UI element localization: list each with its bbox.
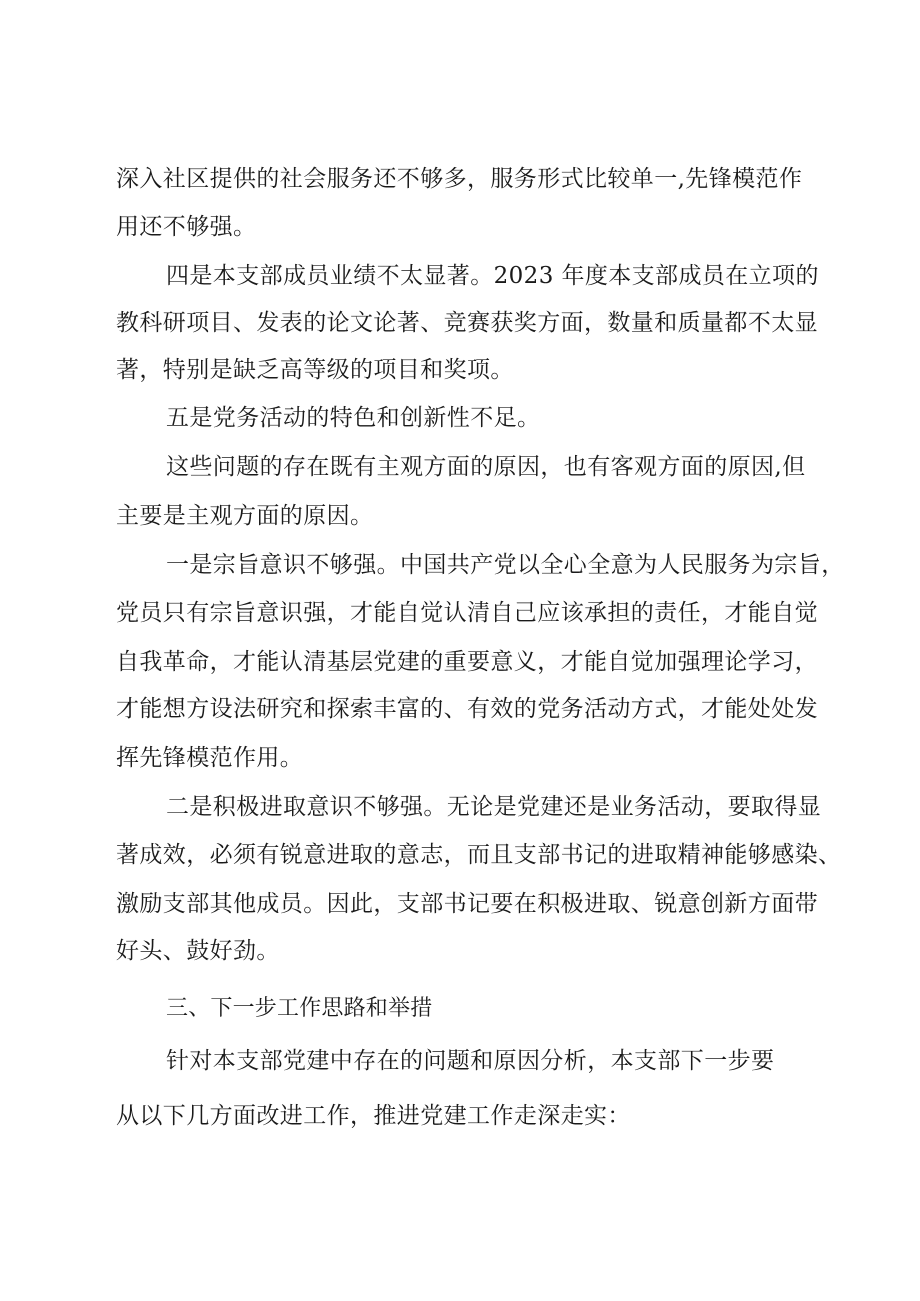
paragraph-line: 主要是主观方面的原因。 [116,503,374,529]
paragraph-line: 著，特别是缺乏高等级的项目和奖项。 [116,357,514,383]
paragraph-line: 自我革命，才能认清基层党建的重要意义，才能自觉加强理论学习， [116,649,818,675]
paragraph-line: 一是宗旨意识不够强。中国共产党以全心全意为人民服务为宗旨， [166,552,845,578]
paragraph-line: 从以下几方面改进工作，推进党建工作走深走实： [116,1103,631,1129]
paragraph-line: 挥先锋模范作用。 [116,745,304,771]
paragraph-line: 好头、鼓好劲。 [116,938,280,964]
paragraph-line: 二是积极进取意识不够强。无论是党建还是业务活动，要取得显 [166,794,822,820]
paragraph-line: 这些问题的存在既有主观方面的原因，也有客观方面的原因,但 [166,454,806,480]
paragraph-line: 著成效，必须有锐意进取的意志，而且支部书记的进取精神能够感染、 [116,842,842,868]
paragraph-line: 针对本支部党建中存在的问题和原因分析，本支部下一步要 [166,1048,775,1074]
paragraph-line: 激励支部其他成员。因此，支部书记要在积极进取、锐意创新方面带 [116,891,818,917]
paragraph-line: 用还不够强。 [116,214,257,240]
paragraph-line: 党员只有宗旨意识强，才能自觉认清自己应该承担的责任，才能自觉 [116,600,818,626]
paragraph-line: 深入社区提供的社会服务还不够多，服务形式比较单一,先锋模范作 [116,166,803,192]
paragraph-line: 五是党务活动的特色和创新性不足。 [166,405,541,431]
paragraph-line: 四是本支部成员业绩不太显著。2023 年度本支部成员在立项的 [166,263,819,289]
paragraph-line: 才能想方设法研究和探索丰富的、有效的党务活动方式，才能处处发 [116,696,818,722]
paragraph-line: 教科研项目、发表的论文论著、竞赛获奖方面，数量和质量都不太显 [116,310,818,336]
section-heading: 三、下一步工作思路和举措 [166,996,433,1021]
